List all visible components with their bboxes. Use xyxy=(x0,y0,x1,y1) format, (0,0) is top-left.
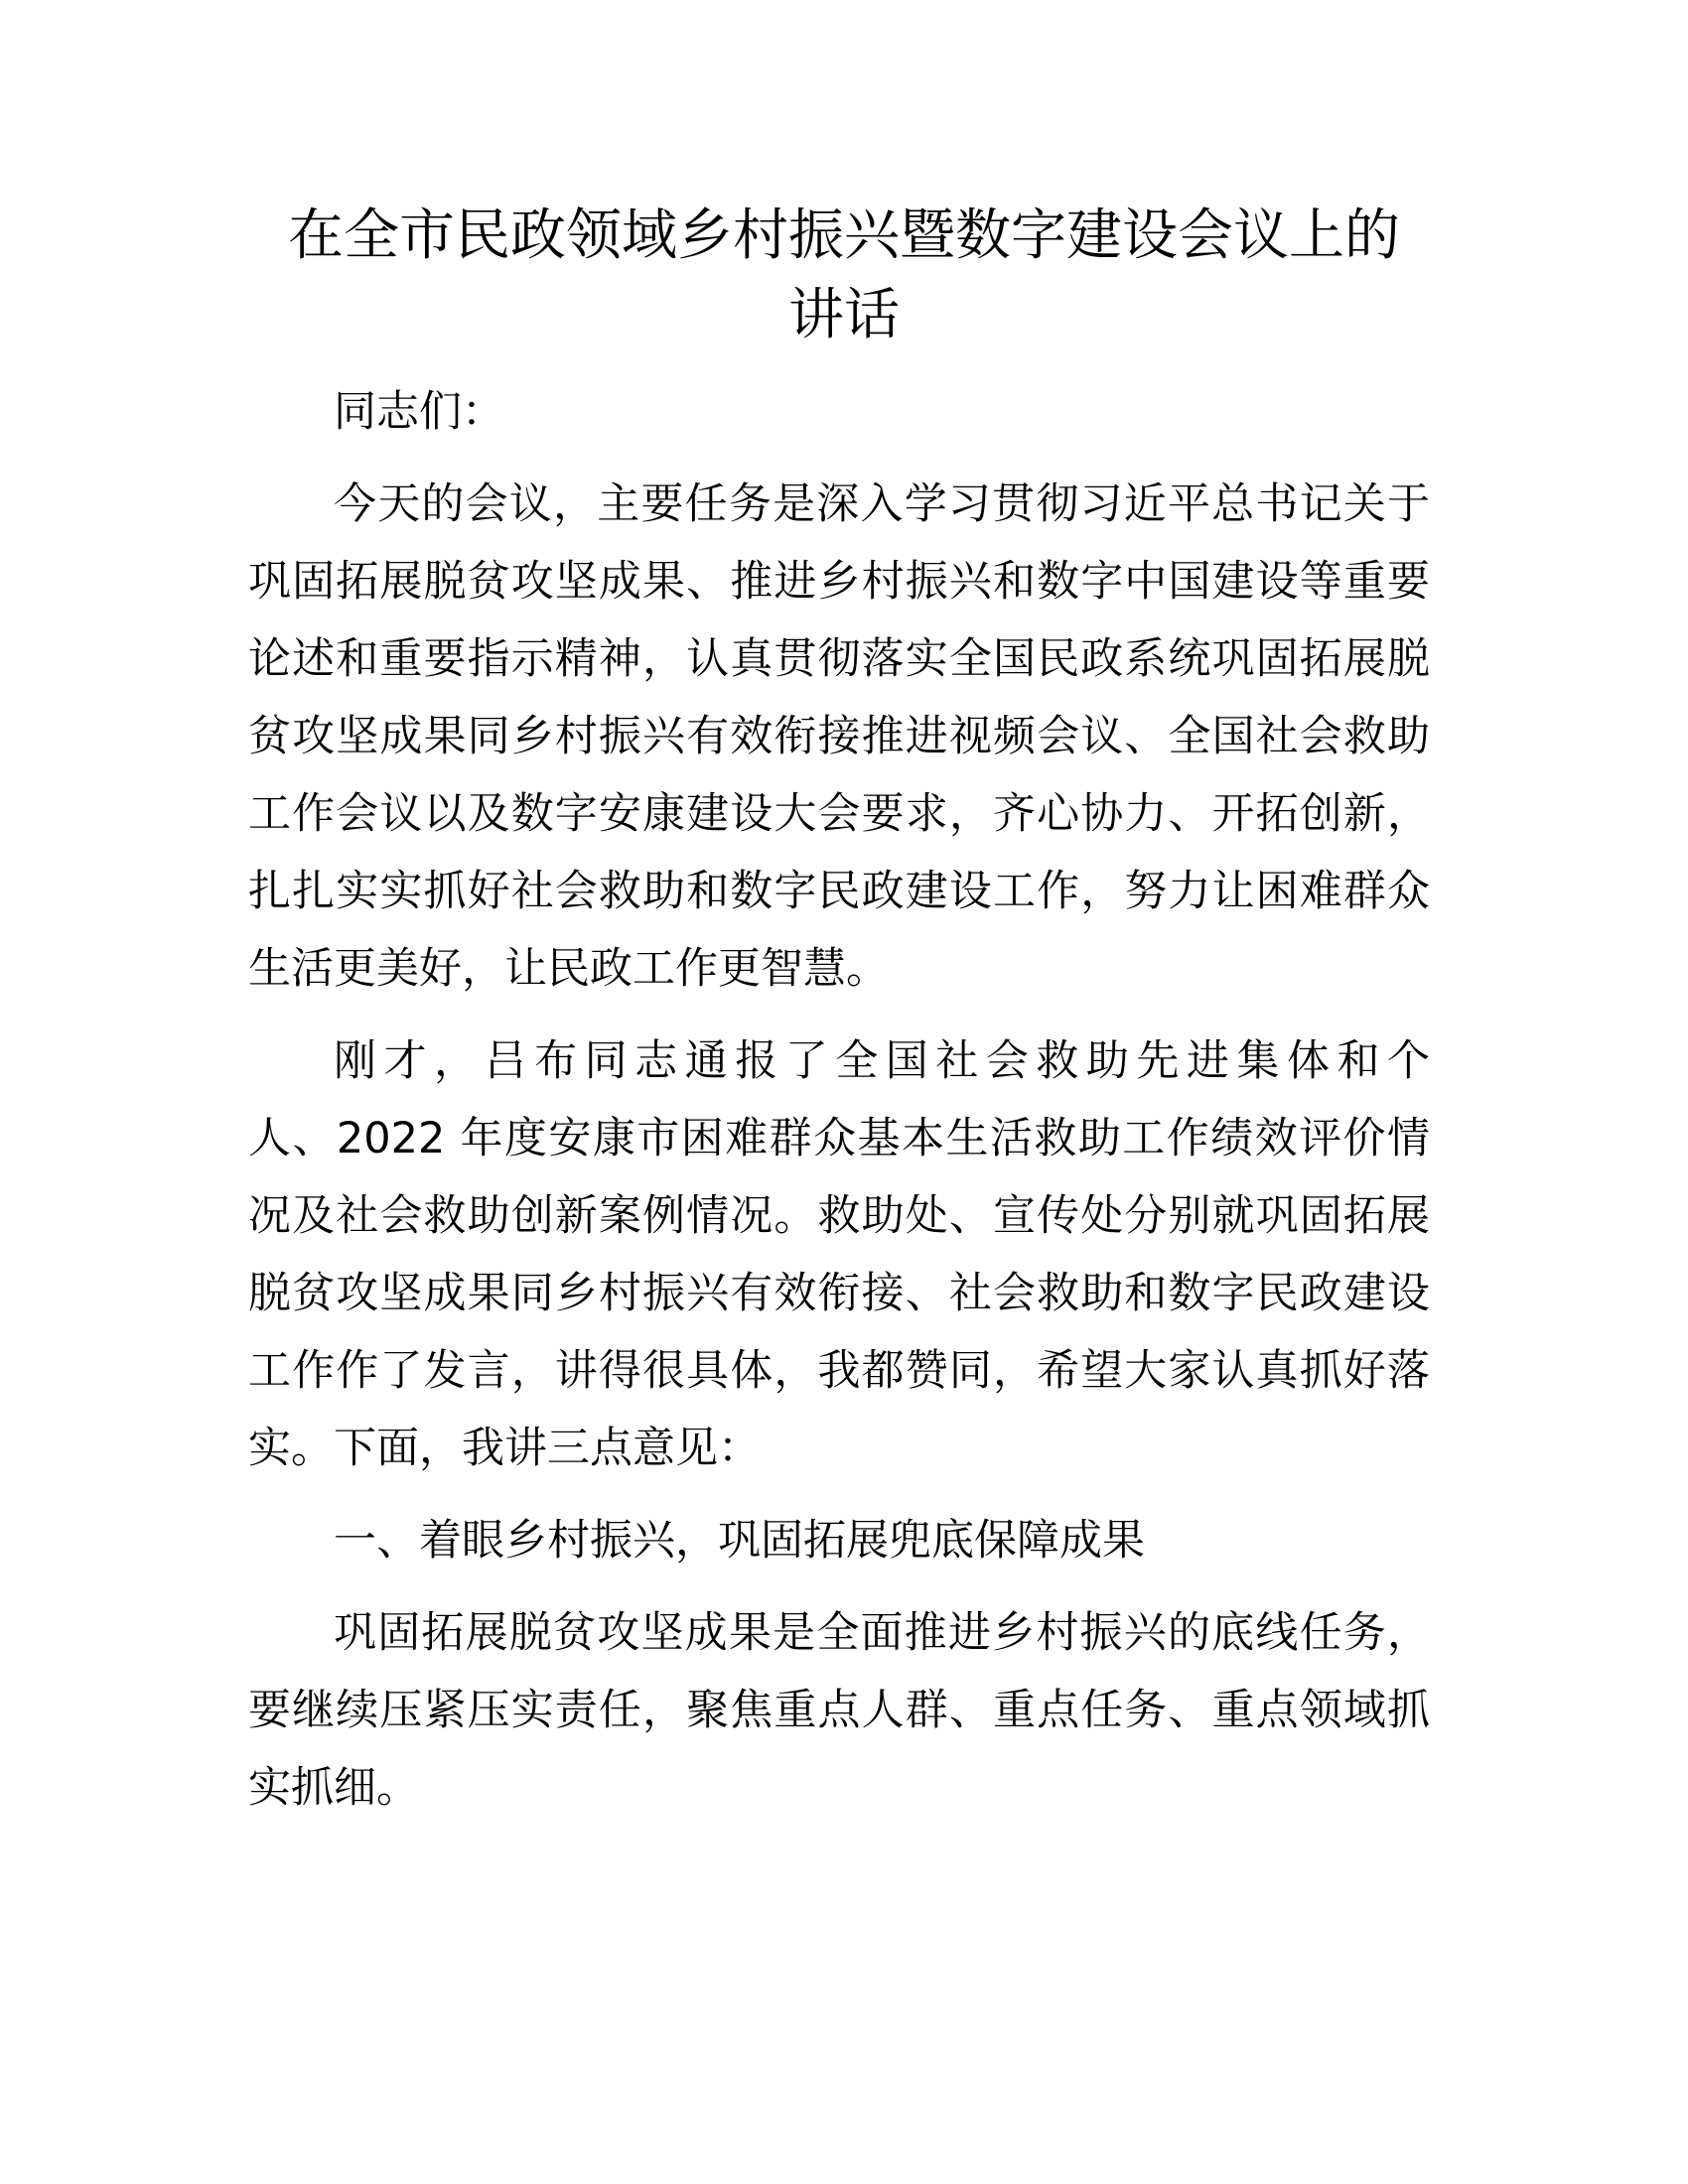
text-line: 今天的会议，主要任务是深入学习贯彻习近平总书记关于 xyxy=(334,479,1430,529)
text-line: 况及社会救助创新案例情况。救助处、宣传处分别就巩固拓展 xyxy=(248,1191,1430,1241)
text-line: 实抓细。 xyxy=(248,1763,419,1813)
document-title xyxy=(248,197,1440,355)
heading-line: 一、着眼乡村振兴，巩固拓展兜底保障成果 xyxy=(334,1516,1145,1566)
document-body xyxy=(248,373,1430,1827)
paragraph-report xyxy=(248,1023,1430,1487)
paragraph-section-one xyxy=(248,1594,1430,1827)
section-heading xyxy=(248,1502,1430,1579)
salutation-paragraph xyxy=(248,373,1430,451)
text-line: 扎扎实实抓好社会救助和数字民政建设工作，努力让困难群众 xyxy=(248,867,1430,916)
text-line: 实。下面，我讲三点意见： xyxy=(248,1424,761,1473)
text-line: 工作会议以及数字安康建设大会要求，齐心协力、开拓创新， xyxy=(248,789,1430,839)
text-line: 贫攻坚成果同乡村振兴有效衔接推进视频会议、全国社会救助 xyxy=(248,712,1430,761)
text-line: 要继续压紧压实责任，聚焦重点人群、重点任务、重点领域抓 xyxy=(248,1686,1430,1735)
text-line: 生活更美好，让民政工作更智慧。 xyxy=(248,944,889,994)
text-line: 巩固拓展脱贫攻坚成果、推进乡村振兴和数字中国建设等重要 xyxy=(248,557,1430,607)
paragraph-intro xyxy=(248,466,1430,1008)
title-line: 在全市民政领域乡村振兴暨数字建设会议上的 xyxy=(288,204,1400,268)
text-line: 人、2022 年度安康市困难群众基本生活救助工作绩效评价情 xyxy=(248,1114,1430,1163)
title-line: 讲话 xyxy=(788,283,900,347)
text-line: 脱贫攻坚成果同乡村振兴有效衔接、社会救助和数字民政建设 xyxy=(248,1269,1430,1318)
text-line: 工作作了发言，讲得很具体，我都赞同，希望大家认真抓好落 xyxy=(248,1346,1430,1396)
text-line: 巩固拓展脱贫攻坚成果是全面推进乡村振兴的底线任务， xyxy=(334,1608,1430,1658)
text-line: 论述和重要指示精神，认真贯彻落实全国民政系统巩固拓展脱 xyxy=(248,634,1430,684)
text-line: 刚才，吕布同志通报了全国社会救助先进集体和个 xyxy=(334,1036,1430,1086)
salutation: 同志们： xyxy=(334,387,504,437)
